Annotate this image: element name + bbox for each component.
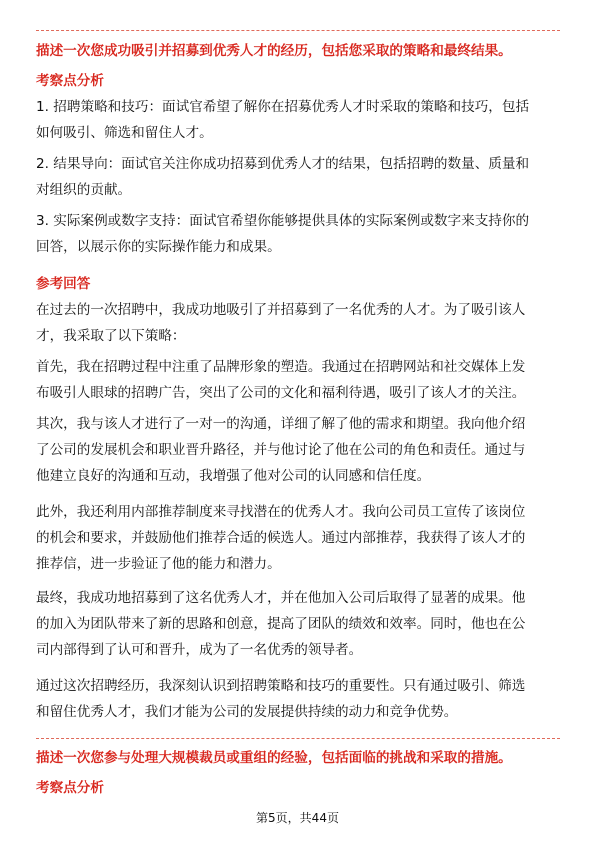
analysis-line: 回答，以展示你的实际操作能力和成果。	[36, 239, 281, 255]
answer-line: 和留住优秀人才，我们才能为公司的发展提供持续的动力和竞争优势。	[36, 704, 458, 720]
analysis-line: 对组织的贡献。	[36, 182, 132, 198]
page-number: 第5页，共44页	[256, 811, 339, 825]
answer-line: 他建立良好的沟通和互动，我增强了他对公司的认同感和信任度。	[36, 468, 431, 484]
question-1: 描述一次您成功吸引并招募到优秀人才的经历，包括您采取的策略和最终结果。	[36, 43, 512, 59]
answer-line: 了公司的发展机会和职业晋升路径，并与他讨论了他在公司的角色和责任。通过与	[36, 442, 526, 458]
answer-line: 才，我采取了以下策略：	[36, 328, 186, 344]
answer-line: 司内部得到了认可和晋升，成为了一名优秀的领导者。	[36, 642, 363, 658]
analysis-line: 3. 实际案例或数字支持：面试官希望你能够提供具体的实际案例或数字来支持你的	[36, 213, 530, 229]
answer-heading: 参考回答	[36, 276, 91, 292]
top-divider	[36, 30, 560, 31]
analysis-heading: 考察点分析	[36, 73, 104, 89]
answer-line: 通过这次招聘经历，我深刻认识到招聘策略和技巧的重要性。只有通过吸引、筛选	[36, 678, 526, 694]
answer-line: 布吸引人眼球的招聘广告，突出了公司的文化和福利待遇，吸引了该人才的关注。	[36, 385, 526, 401]
analysis-heading-2: 考察点分析	[36, 780, 104, 796]
answer-line: 推荐信，进一步验证了他的能力和潜力。	[36, 556, 281, 572]
answer-line: 此外，我还利用内部推荐制度来寻找潜在的优秀人才。我向公司员工宣传了该岗位	[36, 504, 526, 520]
analysis-line: 2. 结果导向：面试官关注你成功招募到优秀人才的结果，包括招聘的数量、质量和	[36, 156, 530, 172]
answer-line: 最终，我成功地招募到了这名优秀人才，并在他加入公司后取得了显著的成果。他	[36, 590, 526, 606]
question-2: 描述一次您参与处理大规模裁员或重组的经验，包括面临的挑战和采取的措施。	[36, 750, 512, 766]
answer-line: 在过去的一次招聘中，我成功地吸引了并招募到了一名优秀的人才。为了吸引该人	[36, 302, 526, 318]
analysis-line: 如何吸引、筛选和留住人才。	[36, 125, 213, 141]
analysis-line: 1. 招聘策略和技巧：面试官希望了解你在招募优秀人才时采取的策略和技巧，包括	[36, 99, 530, 115]
section-divider	[36, 738, 560, 739]
answer-line: 的机会和要求，并鼓励他们推荐合适的候选人。通过内部推荐，我获得了该人才的	[36, 530, 526, 546]
answer-line: 的加入为团队带来了新的思路和创意，提高了团队的绩效和效率。同时，他也在公	[36, 616, 526, 632]
answer-line: 首先，我在招聘过程中注重了品牌形象的塑造。我通过在招聘网站和社交媒体上发	[36, 359, 526, 375]
answer-line: 其次，我与该人才进行了一对一的沟通，详细了解了他的需求和期望。我向他介绍	[36, 416, 526, 432]
